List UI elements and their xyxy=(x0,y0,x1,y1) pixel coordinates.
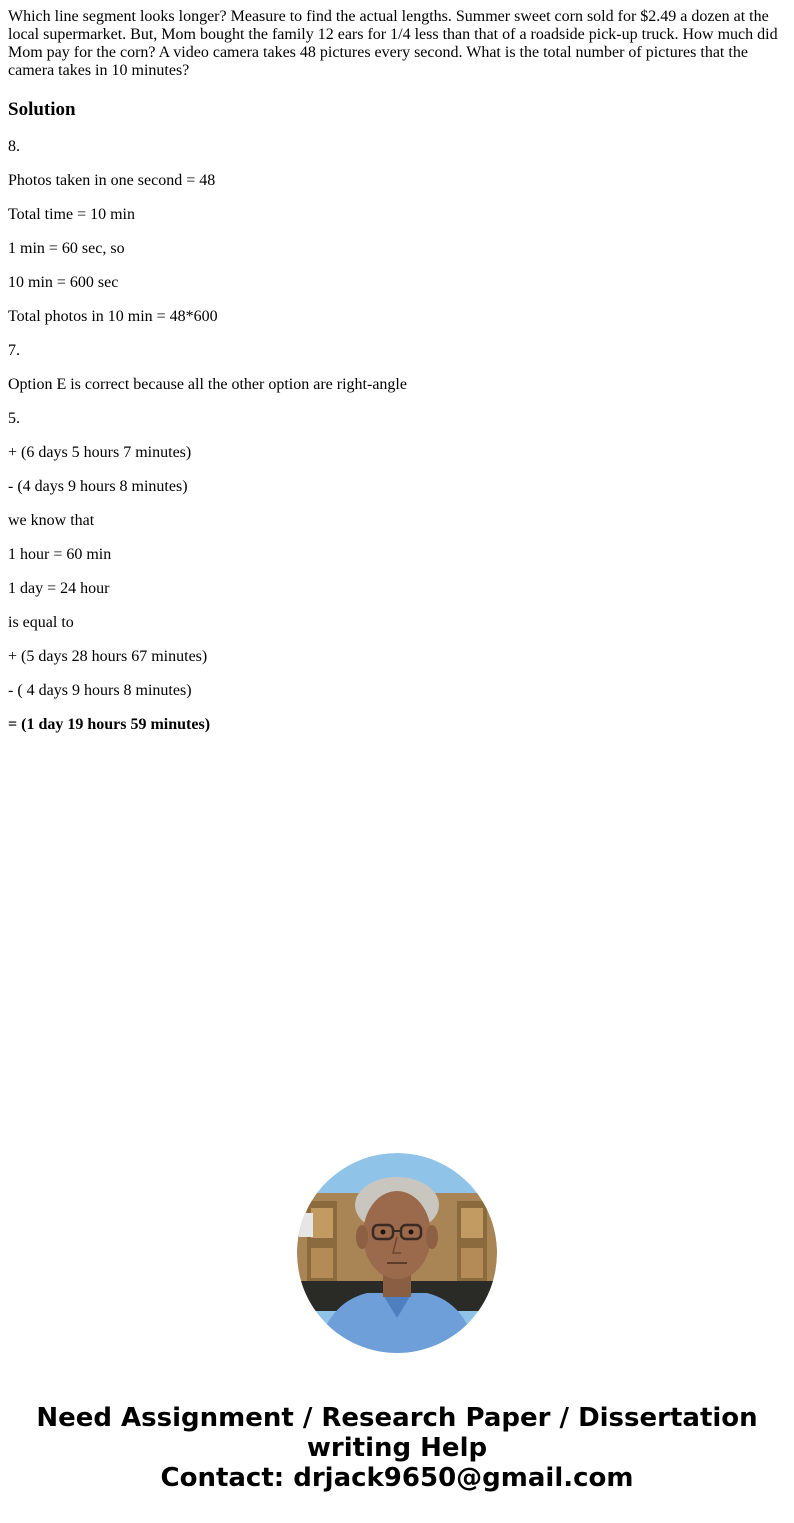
solution-line: 5. xyxy=(8,410,20,427)
solution-heading: Solution xyxy=(8,99,76,120)
question-text: Which line segment looks longer? Measure to find the actual lengths. Summer sweet corn sold for $2.49 a dozen at the local supermarket. But, Mom bought the family 12 ears for 1/4 less than that of a roadside pick-up truck. How much did Mom pay for the corn? A video camera takes 48 pictures every second. What is the total number of pictures that the camera takes in 10 minutes? xyxy=(8,8,778,79)
solution-line: 1 min = 60 sec, so xyxy=(8,240,125,257)
solution-line: 8. xyxy=(8,138,20,155)
promo-banner xyxy=(0,1403,794,1493)
author-avatar xyxy=(297,1153,497,1353)
solution-line: Total time = 10 min xyxy=(8,206,135,223)
solution-line: + (5 days 28 hours 67 minutes) xyxy=(8,648,208,665)
promo-line: Need Assignment / Research Paper / Dissertation xyxy=(36,1403,758,1433)
author-photo xyxy=(297,1153,497,1353)
promo-line: writing Help xyxy=(306,1433,488,1463)
solution-line: 1 hour = 60 min xyxy=(8,546,112,563)
solution-line: + (6 days 5 hours 7 minutes) xyxy=(8,444,192,461)
solution-line: - ( 4 days 9 hours 8 minutes) xyxy=(8,682,192,699)
solution-line: Total photos in 10 min = 48*600 xyxy=(8,308,218,325)
promo-contact: Contact: drjack9650@gmail.com xyxy=(160,1463,634,1493)
solution-line: is equal to xyxy=(8,614,74,631)
solution-final-answer: = (1 day 19 hours 59 minutes) xyxy=(8,716,211,733)
solution-line: Photos taken in one second = 48 xyxy=(8,172,216,189)
solution-line: 10 min = 600 sec xyxy=(8,274,119,291)
solution-line: 1 day = 24 hour xyxy=(8,580,110,597)
solution-line: we know that xyxy=(8,512,95,529)
solution-line: 7. xyxy=(8,342,20,359)
solution-line: - (4 days 9 hours 8 minutes) xyxy=(8,478,188,495)
solution-line: Option E is correct because all the other option are right-angle xyxy=(8,376,407,393)
solution-lines xyxy=(8,138,786,734)
document-body xyxy=(8,8,786,734)
